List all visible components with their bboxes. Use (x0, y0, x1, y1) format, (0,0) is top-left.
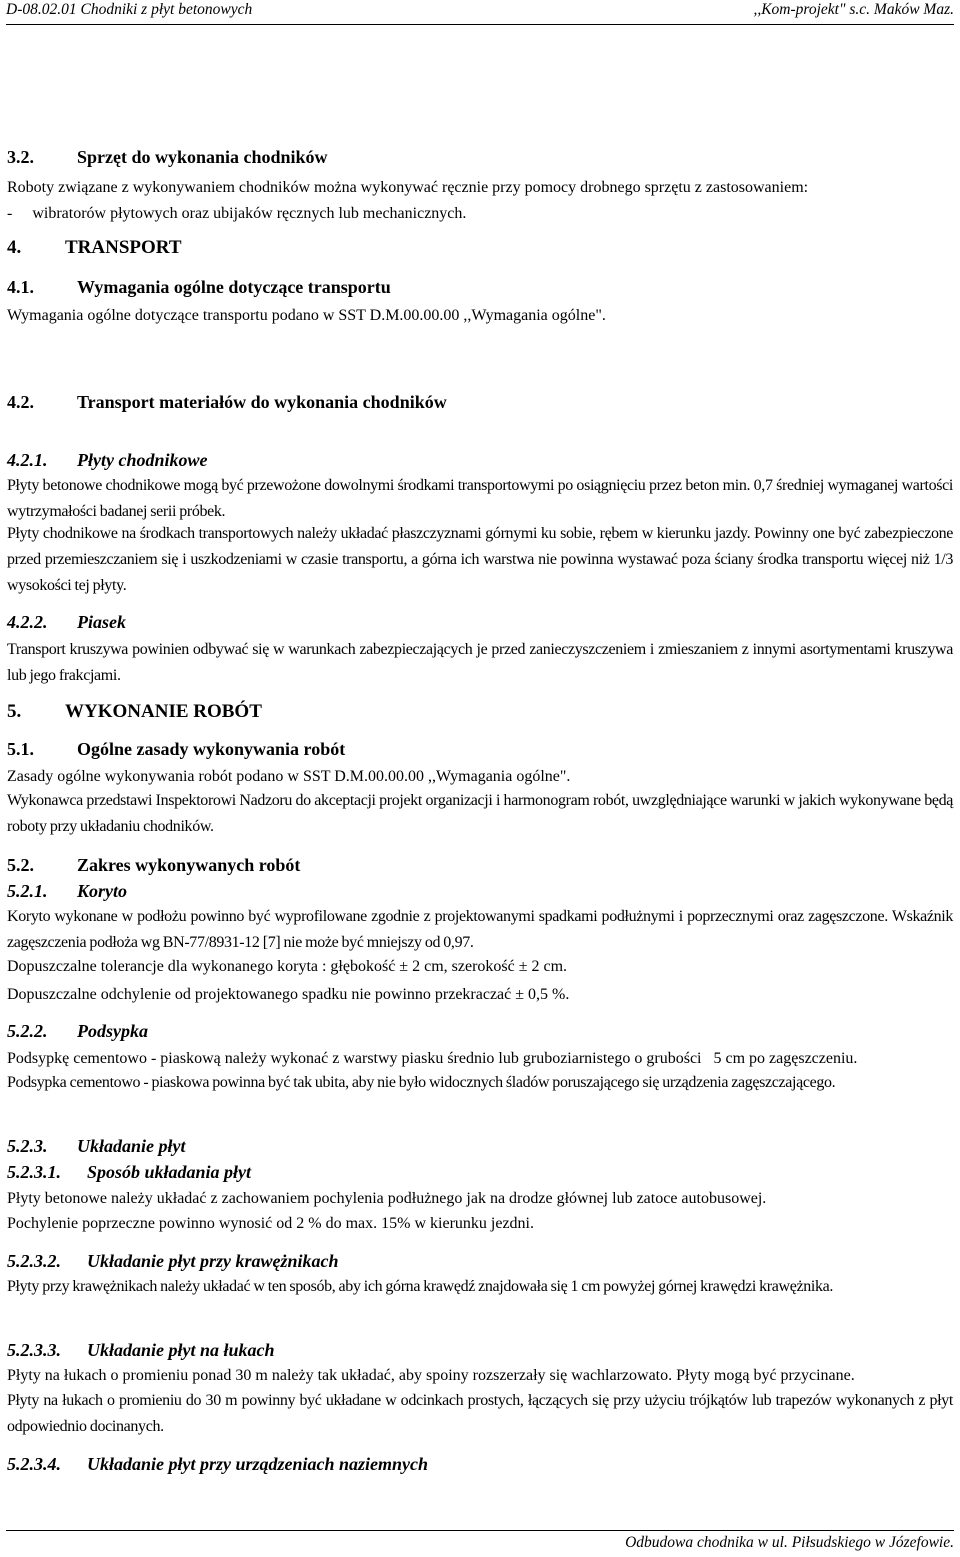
paragraph: Transport kruszywa powinien odbywać się w warunkach zabezpieczających je przed zanieczyszczeniem i zmieszaniem z innymi asortymentami kruszywa lub jego frakcjami. (7, 641, 953, 685)
paragraph: Płyty chodnikowe na środkach transportowych należy układać płaszczyznami górnymi ku sobie, rębem w kierunku jazdy. Powinny one być zabezpieczone przed przemieszczaniem się i uszkodzeniami w czasie transportu, a górna ich warstwa nie powinna wystawać poza ściany środka transportu więcej niż 1/3 wysokości tej płyty. (7, 525, 953, 595)
heading-5-2 (7, 854, 300, 876)
paragraph: Dopuszczalne tolerancje dla wykonanego koryta : głębokość ± 2 cm, szerokość ± 2 cm. (7, 958, 568, 975)
heading-title: Sprzęt do wykonania chodników (77, 147, 328, 167)
heading-5-2-1 (7, 880, 127, 902)
heading-5-2-3-1 (7, 1161, 251, 1183)
list-item: - wibratorów płytowych oraz ubijaków ręcznych lub mechanicznych. (7, 205, 467, 222)
heading-number: 4. (7, 237, 22, 258)
heading-4-2-1 (7, 449, 207, 471)
paragraph: Płyty betonowe chodnikowe mogą być przewożone dowolnymi środkami transportowymi po osiągnięciu przez beton min. 0,7 średniej wymaganej wartości wytrzymałości badanej serii próbek. (7, 477, 953, 521)
heading-title: WYKONANIE ROBÓT (65, 701, 262, 722)
paragraph: Płyty na łukach o promieniu do 30 m powinny być układane w odcinkach prostych, łączących się przy użyciu trójkątów lub trapezów wykonanych z płyt odpowiednio docinanych. (7, 1392, 953, 1436)
heading-number: 3.2. (7, 147, 34, 167)
paragraph: Pochylenie poprzeczne powinno wynosić od 2 % do max. 15% w kierunku jezdni. (7, 1215, 534, 1232)
paragraph: Koryto wykonane w podłożu powinno być wyprofilowane zgodnie z projektowanymi spadkami podłużnymi i poprzecznymi oraz zagęszczone. Wskaźnik zagęszczenia podłoża wg BN-77/8931-12 [7] nie może być mniejszy od 0,97. (7, 908, 953, 952)
paragraph: Zasady ogólne wykonywania robót podano w SST D.M.00.00.00 ,,Wymagania ogólne". (7, 768, 571, 785)
heading-5-1 (7, 738, 345, 760)
heading-number: 4.2.1. (7, 450, 48, 470)
heading-title: Układanie płyt na łukach (87, 1340, 275, 1360)
paragraph: Płyty przy krawężnikach należy układać w ten sposób, aby ich górna krawędź znajdowała się 1 cm powyżej górnej krawędzi krawężnika. (7, 1278, 833, 1295)
footer-right: Odbudowa chodnika w ul. Piłsudskiego w Józefowie. (625, 1534, 954, 1551)
heading-4 (7, 237, 182, 259)
page-header (6, 0, 954, 25)
heading-number: 5.2.2. (7, 1021, 48, 1041)
heading-number: 5.2.3.2. (7, 1251, 61, 1271)
heading-title: Podsypka (77, 1021, 148, 1041)
heading-number: 4.2.2. (7, 612, 48, 632)
heading-title: Piasek (77, 612, 126, 632)
heading-4-2 (7, 391, 447, 413)
heading-5-2-2 (7, 1020, 148, 1042)
heading-number: 5.2.3.3. (7, 1340, 61, 1360)
heading-5-2-3-4 (7, 1453, 428, 1475)
heading-title: TRANSPORT (65, 237, 182, 258)
heading-number: 5.2.1. (7, 881, 48, 901)
heading-title: Układanie płyt (77, 1136, 186, 1156)
heading-5 (7, 701, 262, 723)
heading-title: Transport materiałów do wykonania chodników (77, 392, 447, 412)
paragraph: Wykonawca przedstawi Inspektorowi Nadzoru do akceptacji projekt organizacji i harmonogram robót, uwzględniające warunki w jakich wykonywane będą roboty przy układaniu chodników. (7, 792, 953, 836)
heading-number: 5.2.3. (7, 1136, 48, 1156)
heading-number: 4.2. (7, 392, 34, 412)
paragraph: Wymagania ogólne dotyczące transportu podano w SST D.M.00.00.00 ,,Wymagania ogólne". (7, 307, 606, 324)
heading-5-2-3-2 (7, 1250, 339, 1272)
paragraph: Podsypkę cementowo - piaskową należy wykonać z warstwy piasku średnio lub gruboziarnistego o grubości 5 cm po zagęszczeniu. (7, 1050, 858, 1067)
heading-number: 5.2.3.4. (7, 1454, 61, 1474)
heading-5-2-3 (7, 1135, 186, 1157)
heading-title: Układanie płyt przy krawężnikach (87, 1251, 339, 1271)
heading-title: Płyty chodnikowe (77, 450, 208, 470)
heading-3-2 (7, 146, 328, 168)
page-footer (6, 1530, 954, 1557)
paragraph: Płyty na łukach o promieniu ponad 30 m należy tak układać, aby spoiny rozszerzały się wachlarzowato. Płyty mogą być przycinane. (7, 1367, 855, 1384)
heading-4-2-2 (7, 611, 126, 633)
header-right: ,,Kom-projekt" s.c. Maków Maz. (753, 1, 954, 18)
header-left: D-08.02.01 Chodniki z płyt betonowych (6, 1, 253, 18)
heading-4-1 (7, 276, 391, 298)
heading-number: 5.2. (7, 855, 34, 875)
heading-number: 5. (7, 701, 22, 722)
heading-number: 5.2.3.1. (7, 1162, 61, 1182)
heading-title: Układanie płyt przy urządzeniach naziemnych (87, 1454, 429, 1474)
heading-number: 5.1. (7, 739, 34, 759)
heading-title: Zakres wykonywanych robót (77, 855, 301, 875)
paragraph: Podsypka cementowo - piaskowa powinna być tak ubita, aby nie było widocznych śladów poruszającego się urządzenia zagęszczającego. (7, 1074, 836, 1091)
heading-title: Wymagania ogólne dotyczące transportu (77, 277, 391, 297)
heading-number: 4.1. (7, 277, 34, 297)
heading-5-2-3-3 (7, 1339, 275, 1361)
paragraph: Dopuszczalne odchylenie od projektowanego spadku nie powinno przekraczać ± 0,5 %. (7, 986, 570, 1003)
paragraph: Płyty betonowe należy układać z zachowaniem pochylenia podłużnego jak na drodze głównej lub zatoce autobusowej. (7, 1190, 767, 1207)
paragraph: Roboty związane z wykonywaniem chodników można wykonywać ręcznie przy pomocy drobnego sprzętu z zastosowaniem: (7, 179, 809, 196)
heading-title: Ogólne zasady wykonywania robót (77, 739, 346, 759)
heading-title: Sposób układania płyt (87, 1162, 252, 1182)
heading-title: Koryto (77, 881, 128, 901)
